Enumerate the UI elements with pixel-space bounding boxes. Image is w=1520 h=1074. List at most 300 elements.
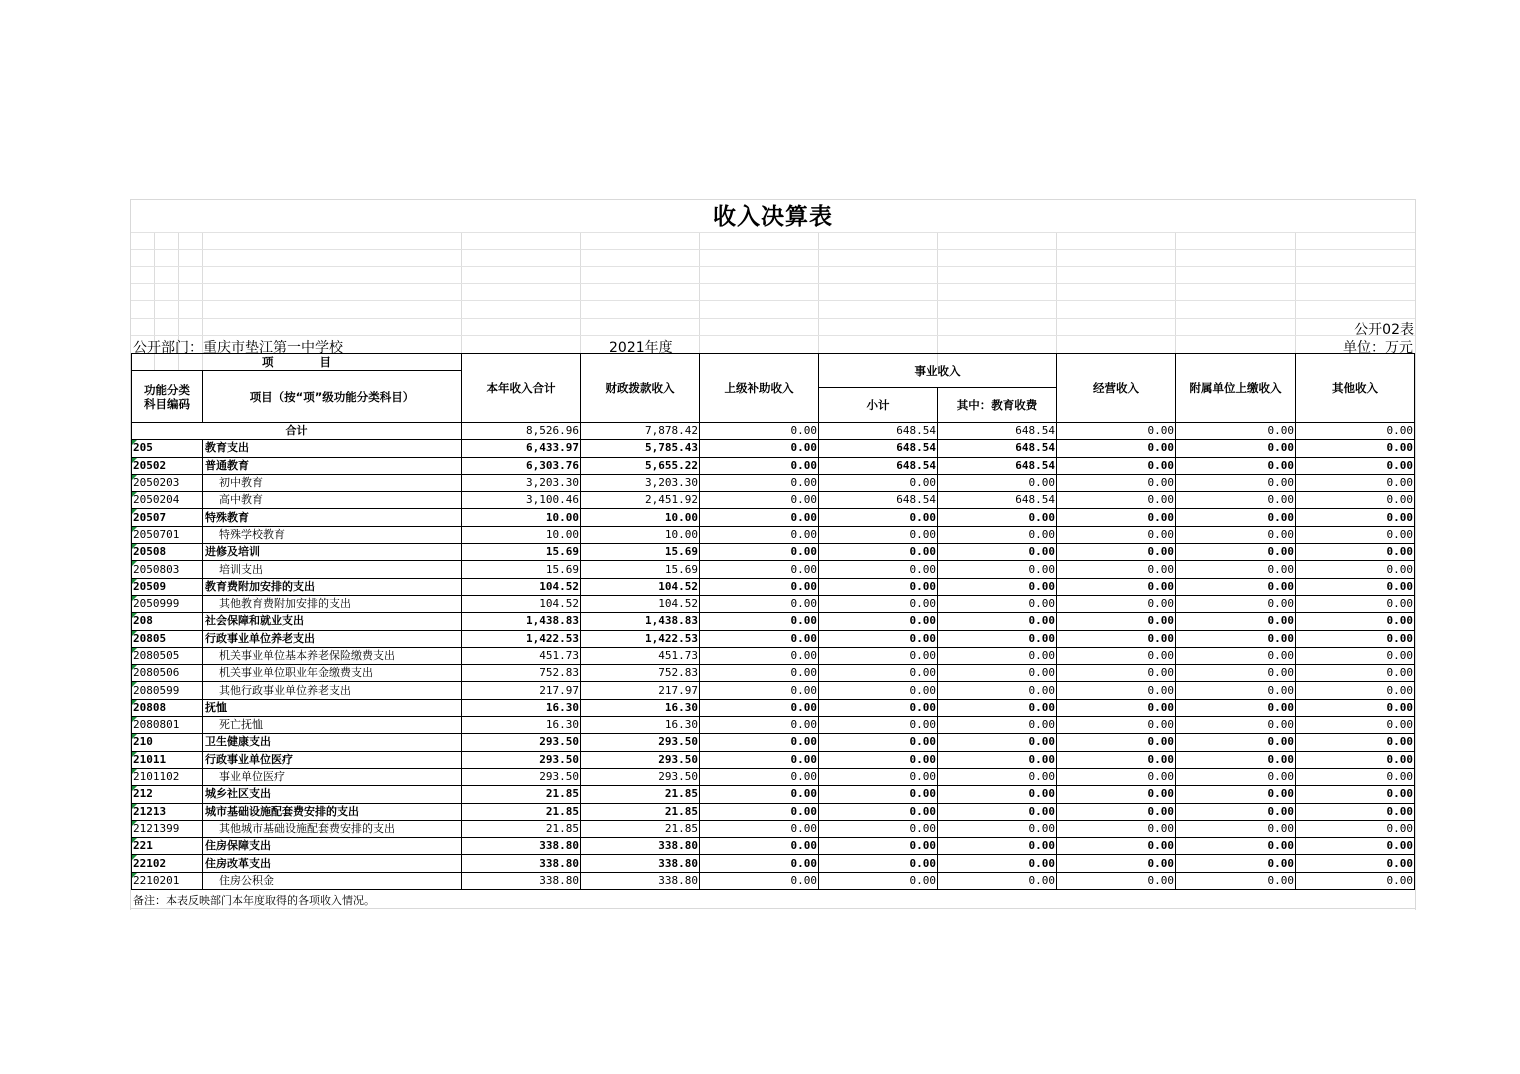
row-value: 0.00	[700, 820, 819, 837]
row-value: 0.00	[1176, 786, 1296, 803]
row-code: 2050204	[132, 492, 203, 509]
row-value: 0.00	[1296, 647, 1415, 664]
row-name: 教育支出	[203, 440, 462, 457]
row-value: 0.00	[819, 595, 938, 612]
table-row	[132, 699, 1415, 716]
row-value: 338.80	[462, 838, 581, 855]
row-value: 0.00	[700, 665, 819, 682]
row-name: 行政事业单位养老支出	[203, 630, 462, 647]
table-row	[132, 457, 1415, 474]
row-value: 0.00	[1057, 630, 1176, 647]
fiscal-year: 2021年度	[609, 340, 673, 356]
row-value: 0.00	[819, 630, 938, 647]
row-value: 0.00	[700, 734, 819, 751]
total-value: 7,878.42	[581, 423, 700, 440]
row-value: 0.00	[938, 768, 1057, 785]
row-value: 752.83	[581, 665, 700, 682]
row-value: 0.00	[938, 561, 1057, 578]
table-row	[132, 682, 1415, 699]
row-value: 0.00	[938, 613, 1057, 630]
row-code: 22102	[132, 855, 203, 872]
row-value: 0.00	[1296, 613, 1415, 630]
row-value: 293.50	[581, 734, 700, 751]
row-value: 0.00	[1176, 595, 1296, 612]
total-label: 合计	[132, 423, 462, 440]
header-career-subtotal: 小计	[819, 388, 938, 423]
row-value: 3,203.30	[581, 474, 700, 491]
row-code: 210	[132, 734, 203, 751]
header-fiscal: 财政拨款收入	[581, 354, 700, 423]
row-value: 0.00	[700, 768, 819, 785]
row-value: 0.00	[819, 872, 938, 889]
row-value: 0.00	[1057, 647, 1176, 664]
total-value: 0.00	[1176, 423, 1296, 440]
header-affiliated: 附属单位上缴收入	[1176, 354, 1296, 423]
row-value: 0.00	[938, 526, 1057, 543]
row-value: 10.00	[581, 509, 700, 526]
row-value: 0.00	[1176, 526, 1296, 543]
row-value: 0.00	[1176, 509, 1296, 526]
row-value: 0.00	[1176, 440, 1296, 457]
row-value: 0.00	[1176, 751, 1296, 768]
row-code: 2210201	[132, 872, 203, 889]
table-row	[132, 717, 1415, 734]
row-value: 0.00	[938, 630, 1057, 647]
row-name: 普通教育	[203, 457, 462, 474]
table-row-total	[132, 423, 1415, 440]
row-value: 10.00	[581, 526, 700, 543]
row-code: 212	[132, 786, 203, 803]
row-value: 451.73	[462, 647, 581, 664]
row-value: 0.00	[1296, 820, 1415, 837]
row-value: 21.85	[581, 786, 700, 803]
row-value: 0.00	[1296, 699, 1415, 716]
row-value: 0.00	[1057, 578, 1176, 595]
row-value: 0.00	[1176, 734, 1296, 751]
row-code: 2080505	[132, 647, 203, 664]
row-value: 0.00	[700, 855, 819, 872]
row-value: 0.00	[1176, 647, 1296, 664]
row-value: 5,655.22	[581, 457, 700, 474]
table-row	[132, 526, 1415, 543]
row-value: 1,438.83	[581, 613, 700, 630]
table-row	[132, 630, 1415, 647]
row-value: 648.54	[938, 440, 1057, 457]
table-row	[132, 872, 1415, 889]
row-value: 15.69	[581, 561, 700, 578]
row-name: 住房改革支出	[203, 855, 462, 872]
row-value: 16.30	[581, 699, 700, 716]
table-row	[132, 440, 1415, 457]
row-value: 0.00	[1176, 474, 1296, 491]
row-code: 2050203	[132, 474, 203, 491]
header-total: 本年收入合计	[462, 354, 581, 423]
header-name: 项目（按“项”级功能分类科目）	[203, 371, 462, 423]
row-value: 0.00	[1296, 457, 1415, 474]
row-value: 0.00	[1176, 872, 1296, 889]
row-code: 205	[132, 440, 203, 457]
row-value: 0.00	[1296, 578, 1415, 595]
table-title: 收入决算表	[713, 204, 833, 230]
header-code: 功能分类 科目编码	[132, 371, 203, 423]
department-label: 公开部门：重庆市垫江第一中学校	[133, 340, 343, 356]
row-code: 2101102	[132, 768, 203, 785]
row-value: 0.00	[1296, 561, 1415, 578]
row-value: 338.80	[462, 855, 581, 872]
row-value: 104.52	[462, 595, 581, 612]
row-value: 217.97	[462, 682, 581, 699]
row-value: 338.80	[462, 872, 581, 889]
row-value: 0.00	[700, 647, 819, 664]
row-value: 0.00	[1296, 682, 1415, 699]
row-value: 0.00	[1176, 561, 1296, 578]
row-name: 抚恤	[203, 699, 462, 716]
row-value: 0.00	[1296, 751, 1415, 768]
row-code: 20508	[132, 544, 203, 561]
row-value: 0.00	[1057, 751, 1176, 768]
row-value: 0.00	[1057, 734, 1176, 751]
row-value: 0.00	[819, 786, 938, 803]
row-value: 3,100.46	[462, 492, 581, 509]
row-code: 2080506	[132, 665, 203, 682]
row-value: 0.00	[1296, 474, 1415, 491]
row-value: 0.00	[1057, 682, 1176, 699]
empty-grid-area	[131, 232, 1415, 335]
row-value: 10.00	[462, 526, 581, 543]
row-name: 卫生健康支出	[203, 734, 462, 751]
table-row	[132, 786, 1415, 803]
form-code: 公开02表	[1354, 322, 1414, 338]
table-row	[132, 820, 1415, 837]
table-row	[132, 595, 1415, 612]
row-value: 0.00	[1176, 717, 1296, 734]
row-name: 其他教育费附加安排的支出	[203, 595, 462, 612]
row-value: 0.00	[938, 578, 1057, 595]
row-name: 死亡抚恤	[203, 717, 462, 734]
row-value: 648.54	[938, 457, 1057, 474]
row-value: 293.50	[581, 751, 700, 768]
row-value: 0.00	[819, 682, 938, 699]
row-value: 0.00	[819, 820, 938, 837]
row-value: 0.00	[1057, 838, 1176, 855]
row-value: 16.30	[581, 717, 700, 734]
row-value: 0.00	[1057, 699, 1176, 716]
row-code: 21011	[132, 751, 203, 768]
row-value: 0.00	[700, 561, 819, 578]
table-row	[132, 751, 1415, 768]
row-value: 0.00	[1057, 457, 1176, 474]
row-name: 城乡社区支出	[203, 786, 462, 803]
row-value: 0.00	[938, 595, 1057, 612]
row-value: 0.00	[1296, 630, 1415, 647]
row-value: 0.00	[700, 838, 819, 855]
row-value: 293.50	[581, 768, 700, 785]
total-value: 648.54	[819, 423, 938, 440]
row-value: 0.00	[938, 474, 1057, 491]
row-value: 3,203.30	[462, 474, 581, 491]
total-value: 0.00	[700, 423, 819, 440]
row-value: 0.00	[1176, 820, 1296, 837]
header-business: 经营收入	[1057, 354, 1176, 423]
row-value: 0.00	[700, 803, 819, 820]
row-value: 0.00	[1057, 613, 1176, 630]
row-name: 特殊学校教育	[203, 526, 462, 543]
row-value: 0.00	[1296, 855, 1415, 872]
row-value: 21.85	[581, 803, 700, 820]
row-code: 20507	[132, 509, 203, 526]
row-value: 0.00	[1057, 526, 1176, 543]
table-row	[132, 561, 1415, 578]
row-code: 21213	[132, 803, 203, 820]
table-row	[132, 647, 1415, 664]
row-value: 0.00	[938, 872, 1057, 889]
row-value: 0.00	[700, 457, 819, 474]
table-row	[132, 578, 1415, 595]
header-superior: 上级补助收入	[700, 354, 819, 423]
row-value: 0.00	[938, 786, 1057, 803]
row-value: 0.00	[1057, 492, 1176, 509]
table-body	[132, 423, 1415, 890]
row-value: 0.00	[819, 647, 938, 664]
row-value: 293.50	[462, 734, 581, 751]
header-career: 事业收入	[819, 354, 1057, 388]
row-value: 752.83	[462, 665, 581, 682]
row-value: 338.80	[581, 855, 700, 872]
row-value: 0.00	[819, 838, 938, 855]
row-value: 0.00	[1057, 855, 1176, 872]
row-value: 451.73	[581, 647, 700, 664]
row-name: 机关事业单位职业年金缴费支出	[203, 665, 462, 682]
row-value: 0.00	[1176, 768, 1296, 785]
row-value: 0.00	[1176, 544, 1296, 561]
row-value: 0.00	[819, 751, 938, 768]
row-value: 0.00	[819, 855, 938, 872]
row-value: 0.00	[1296, 803, 1415, 820]
row-name: 机关事业单位基本养老保险缴费支出	[203, 647, 462, 664]
row-value: 0.00	[938, 682, 1057, 699]
row-code: 208	[132, 613, 203, 630]
row-name: 住房保障支出	[203, 838, 462, 855]
row-value: 0.00	[819, 613, 938, 630]
row-value: 0.00	[1057, 820, 1176, 837]
row-value: 0.00	[700, 630, 819, 647]
row-name: 事业单位医疗	[203, 768, 462, 785]
row-value: 2,451.92	[581, 492, 700, 509]
row-value: 0.00	[1057, 544, 1176, 561]
row-value: 0.00	[819, 665, 938, 682]
row-value: 0.00	[938, 820, 1057, 837]
row-value: 21.85	[462, 803, 581, 820]
row-name: 行政事业单位医疗	[203, 751, 462, 768]
total-value: 0.00	[1057, 423, 1176, 440]
row-value: 0.00	[819, 544, 938, 561]
row-value: 0.00	[700, 613, 819, 630]
row-value: 0.00	[700, 474, 819, 491]
row-value: 1,422.53	[462, 630, 581, 647]
header-item-group: 项 目	[132, 354, 462, 371]
header-career-edu: 其中：教育收费	[938, 388, 1057, 423]
row-code: 20502	[132, 457, 203, 474]
row-value: 0.00	[1057, 474, 1176, 491]
footnote: 备注：本表反映部门本年度取得的各项收入情况。	[133, 894, 375, 907]
row-value: 293.50	[462, 751, 581, 768]
row-value: 648.54	[819, 457, 938, 474]
row-value: 0.00	[700, 595, 819, 612]
row-value: 338.80	[581, 872, 700, 889]
row-value: 0.00	[1057, 595, 1176, 612]
row-value: 21.85	[581, 820, 700, 837]
spreadsheet-sheet	[130, 199, 1416, 910]
table-row	[132, 509, 1415, 526]
row-value: 0.00	[1176, 630, 1296, 647]
row-value: 0.00	[700, 699, 819, 716]
row-value: 0.00	[819, 578, 938, 595]
table-row	[132, 665, 1415, 682]
row-value: 338.80	[581, 838, 700, 855]
row-value: 0.00	[1176, 855, 1296, 872]
table-row	[132, 613, 1415, 630]
row-value: 1,422.53	[581, 630, 700, 647]
row-value: 0.00	[700, 509, 819, 526]
row-value: 0.00	[700, 717, 819, 734]
row-value: 0.00	[938, 717, 1057, 734]
row-value: 104.52	[581, 595, 700, 612]
row-value: 0.00	[1296, 872, 1415, 889]
row-name: 特殊教育	[203, 509, 462, 526]
row-value: 0.00	[1176, 699, 1296, 716]
row-value: 0.00	[700, 751, 819, 768]
row-name: 城市基础设施配套费安排的支出	[203, 803, 462, 820]
row-code: 2121399	[132, 820, 203, 837]
row-value: 0.00	[938, 803, 1057, 820]
row-value: 0.00	[700, 786, 819, 803]
row-code: 2050803	[132, 561, 203, 578]
row-value: 0.00	[819, 526, 938, 543]
row-code: 2050999	[132, 595, 203, 612]
row-value: 0.00	[1057, 786, 1176, 803]
row-value: 0.00	[700, 440, 819, 457]
row-code: 2050701	[132, 526, 203, 543]
table-row	[132, 803, 1415, 820]
row-value: 104.52	[581, 578, 700, 595]
row-value: 0.00	[1176, 803, 1296, 820]
header-other: 其他收入	[1296, 354, 1415, 423]
row-value: 0.00	[700, 492, 819, 509]
row-value: 0.00	[1057, 872, 1176, 889]
row-name: 培训支出	[203, 561, 462, 578]
row-value: 5,785.43	[581, 440, 700, 457]
row-code: 20808	[132, 699, 203, 716]
row-value: 0.00	[938, 665, 1057, 682]
row-value: 15.69	[462, 544, 581, 561]
row-value: 15.69	[581, 544, 700, 561]
row-value: 0.00	[819, 734, 938, 751]
row-code: 2080599	[132, 682, 203, 699]
row-value: 0.00	[938, 699, 1057, 716]
row-value: 0.00	[700, 544, 819, 561]
row-value: 0.00	[1057, 768, 1176, 785]
row-value: 0.00	[1296, 526, 1415, 543]
row-value: 293.50	[462, 768, 581, 785]
row-value: 0.00	[1296, 665, 1415, 682]
row-value: 0.00	[938, 544, 1057, 561]
row-value: 0.00	[700, 578, 819, 595]
total-value: 8,526.96	[462, 423, 581, 440]
row-value: 648.54	[938, 492, 1057, 509]
row-code: 221	[132, 838, 203, 855]
row-value: 15.69	[462, 561, 581, 578]
row-value: 0.00	[700, 682, 819, 699]
row-name: 其他行政事业单位养老支出	[203, 682, 462, 699]
row-value: 0.00	[938, 855, 1057, 872]
row-value: 0.00	[1057, 440, 1176, 457]
table-row	[132, 855, 1415, 872]
row-value: 0.00	[1176, 578, 1296, 595]
row-value: 0.00	[1176, 838, 1296, 855]
row-value: 6,303.76	[462, 457, 581, 474]
row-value: 0.00	[938, 751, 1057, 768]
row-name: 初中教育	[203, 474, 462, 491]
unit-label: 单位：万元	[1343, 340, 1413, 356]
row-value: 648.54	[819, 492, 938, 509]
row-value: 104.52	[462, 578, 581, 595]
row-value: 1,438.83	[462, 613, 581, 630]
row-value: 0.00	[819, 474, 938, 491]
row-value: 16.30	[462, 699, 581, 716]
row-name: 高中教育	[203, 492, 462, 509]
row-value: 0.00	[1296, 838, 1415, 855]
row-value: 0.00	[700, 872, 819, 889]
row-value: 0.00	[938, 509, 1057, 526]
row-value: 0.00	[1057, 717, 1176, 734]
row-value: 21.85	[462, 786, 581, 803]
row-value: 0.00	[819, 717, 938, 734]
row-value: 0.00	[1057, 561, 1176, 578]
row-value: 0.00	[1296, 509, 1415, 526]
table-row	[132, 544, 1415, 561]
row-value: 0.00	[1296, 492, 1415, 509]
table-row	[132, 768, 1415, 785]
row-code: 2080801	[132, 717, 203, 734]
row-value: 0.00	[819, 803, 938, 820]
row-value: 0.00	[1296, 768, 1415, 785]
row-value: 648.54	[819, 440, 938, 457]
table-row	[132, 734, 1415, 751]
row-value: 0.00	[1057, 665, 1176, 682]
row-value: 6,433.97	[462, 440, 581, 457]
row-value: 0.00	[938, 647, 1057, 664]
income-table	[131, 353, 1415, 890]
row-value: 16.30	[462, 717, 581, 734]
row-value: 0.00	[819, 509, 938, 526]
total-value: 0.00	[1296, 423, 1415, 440]
row-name: 住房公积金	[203, 872, 462, 889]
row-value: 0.00	[1296, 786, 1415, 803]
row-code: 20509	[132, 578, 203, 595]
row-value: 217.97	[581, 682, 700, 699]
row-value: 0.00	[1176, 682, 1296, 699]
row-value: 21.85	[462, 820, 581, 837]
row-value: 10.00	[462, 509, 581, 526]
table-row	[132, 492, 1415, 509]
row-value: 0.00	[819, 699, 938, 716]
row-value: 0.00	[938, 838, 1057, 855]
row-name: 进修及培训	[203, 544, 462, 561]
row-name: 社会保障和就业支出	[203, 613, 462, 630]
row-value: 0.00	[700, 526, 819, 543]
row-value: 0.00	[1057, 803, 1176, 820]
row-value: 0.00	[1176, 613, 1296, 630]
